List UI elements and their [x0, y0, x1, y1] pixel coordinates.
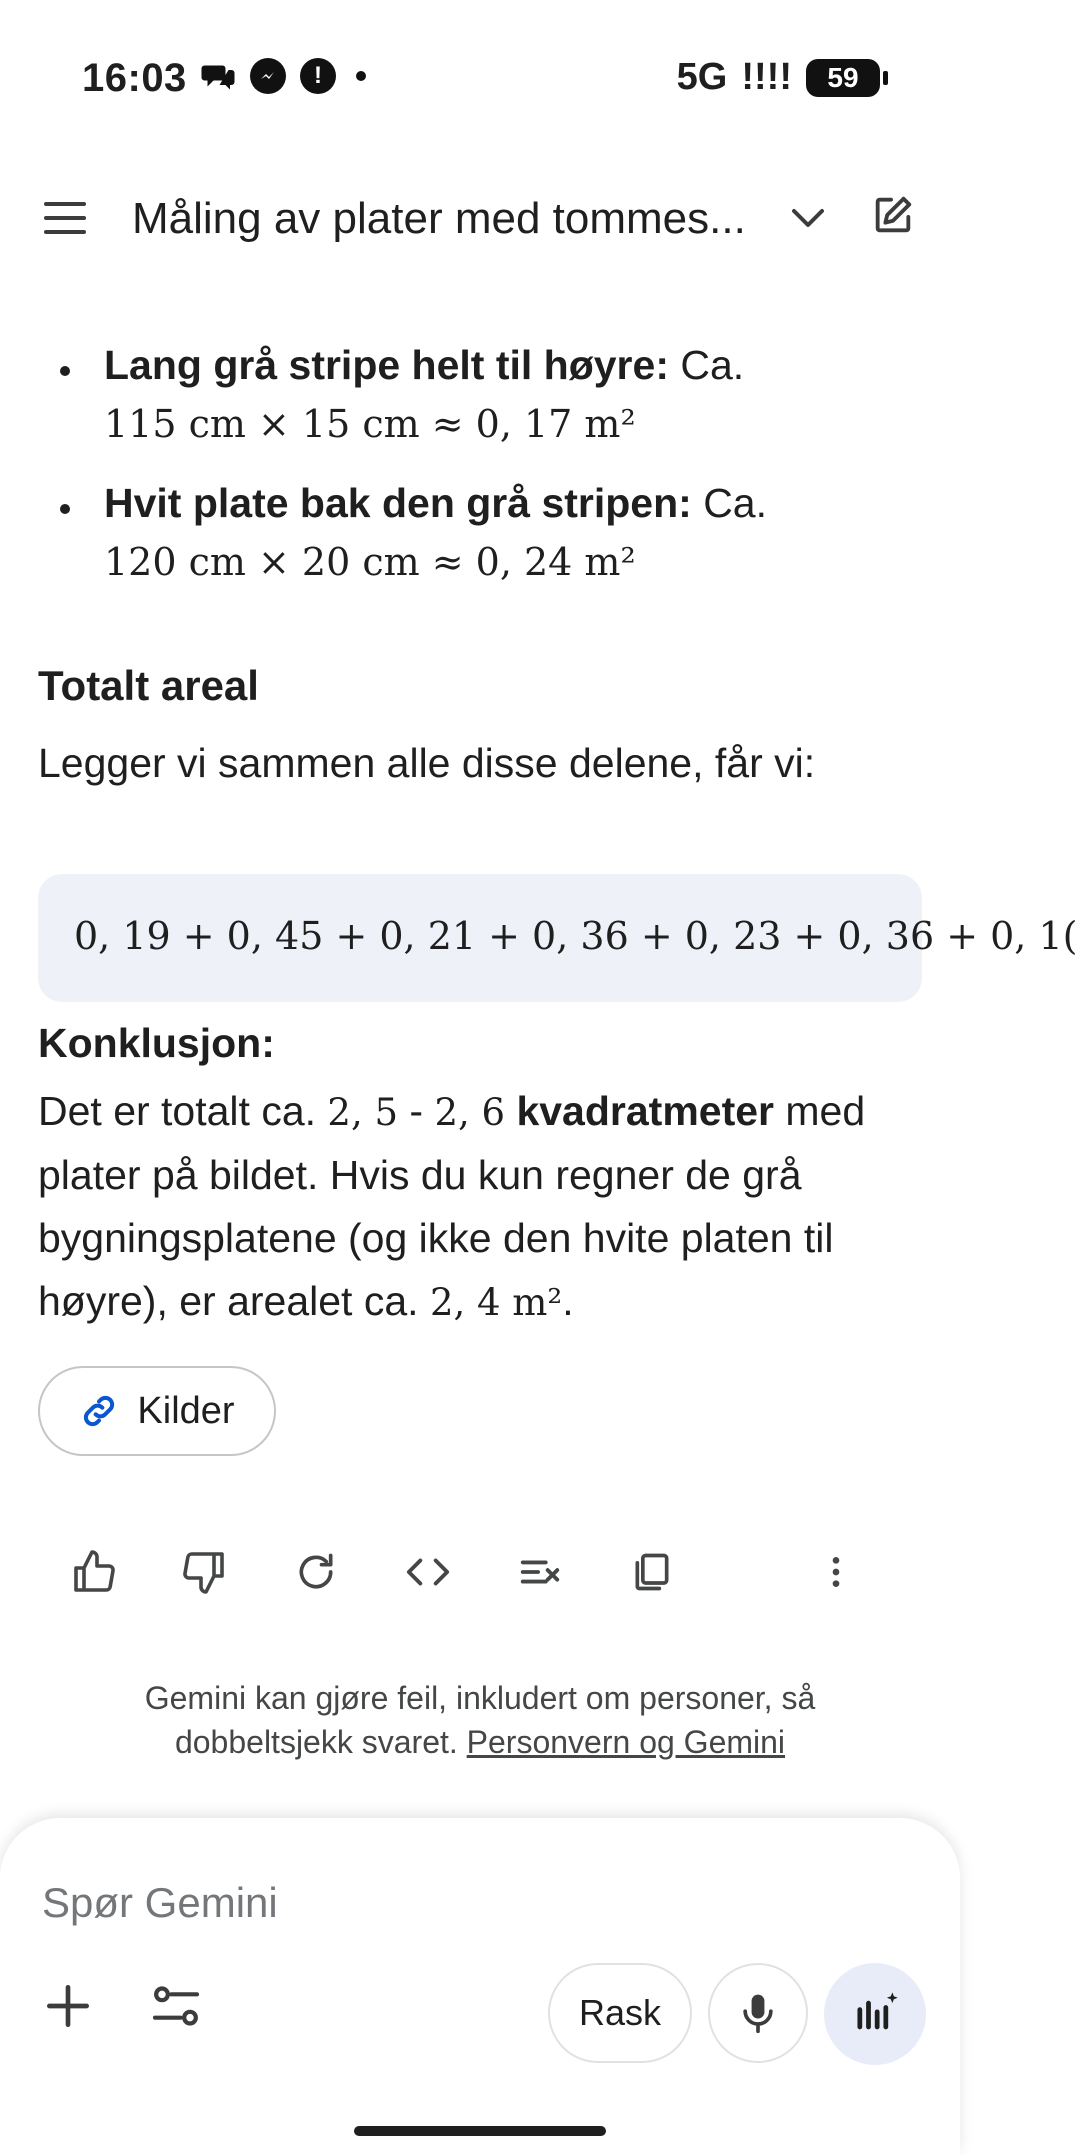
battery-icon — [806, 59, 880, 97]
signal-strength-icon: !!!! — [741, 56, 792, 98]
conclusion-text: Det er totalt ca. — [38, 1088, 328, 1134]
conclusion-math: 2, 5 — [327, 1091, 399, 1134]
privacy-link[interactable]: Personvern og Gemini — [466, 1724, 786, 1760]
model-selector-button[interactable] — [548, 1963, 692, 2063]
messenger-icon — [250, 58, 286, 94]
section-heading-total: Totalt areal — [38, 662, 259, 709]
chevron-down-icon[interactable] — [788, 194, 828, 244]
disclaimer-line — [0, 1720, 960, 1764]
conclusion-math: 2, 6 — [434, 1091, 506, 1134]
list-item-text — [104, 342, 744, 389]
disclaimer-text: dobbeltsjekk svaret. — [174, 1724, 467, 1760]
sources-label: Kilder — [137, 1389, 235, 1432]
conclusion-text: . — [562, 1278, 574, 1324]
alert-icon: ! — [300, 58, 336, 94]
section-heading-conclusion: Konklusjon: — [38, 1020, 275, 1066]
code-icon[interactable] — [398, 1542, 458, 1602]
app-bar — [0, 180, 960, 260]
bullet-marker — [60, 504, 70, 514]
chat-bubble-icon — [200, 58, 236, 94]
status-bar — [0, 0, 960, 150]
model-label: Rask — [578, 1992, 662, 2033]
mic-icon[interactable] — [708, 1963, 808, 2063]
link-icon — [79, 1391, 119, 1431]
list-item-label: Hvit plate bak den grå stripen: — [104, 480, 692, 526]
conclusion-math: 2, 4 m² — [429, 1281, 563, 1324]
conclusion-paragraph — [38, 1080, 928, 1334]
prompt-input[interactable] — [42, 1868, 902, 1938]
copy-icon[interactable] — [622, 1542, 682, 1602]
bullet-marker — [60, 366, 70, 376]
dot-icon — [356, 71, 366, 81]
sum-expression: 0, 19 + 0, 45 + 0, 21 + 0, 36 + 0, 23 + 0, 36 + 0, 1( — [74, 914, 1077, 958]
list-item-suffix: Ca. — [668, 342, 745, 388]
total-paragraph: Legger vi sammen alle disse delene, får vi: — [38, 740, 816, 786]
menu-icon[interactable] — [42, 198, 88, 238]
math-block[interactable] — [38, 874, 1077, 1002]
list-item-suffix: Ca. — [691, 480, 767, 526]
sources-button[interactable] — [38, 1366, 276, 1456]
disclaimer-line: Gemini kan gjøre feil, inkludert om personer, så — [144, 1680, 816, 1716]
status-time: 16:03 — [82, 56, 187, 100]
disclaimer — [0, 1676, 960, 1764]
edit-icon[interactable] — [870, 192, 920, 242]
conclusion-text: med plater på bildet. Hvis du kun regner de grå bygningsplatene (og ikke den hvite platen til høyre), er arealet ca. — [38, 1088, 866, 1324]
thumbs-down-icon[interactable] — [174, 1542, 234, 1602]
home-indicator[interactable] — [354, 2126, 606, 2136]
live-icon[interactable] — [824, 1963, 926, 2065]
plus-icon[interactable] — [40, 1978, 96, 2034]
battery-level: 59 — [827, 61, 859, 93]
status-right — [677, 56, 880, 99]
list-item-text — [104, 480, 767, 527]
network-type: 5G — [676, 56, 728, 98]
list-item-formula: 115 cm × 15 cm ≈ 0, 17 m² — [104, 402, 636, 446]
list-item-label: Lang grå stripe helt til høyre: — [104, 342, 669, 388]
chat-title[interactable]: Måling av plater med tommes... — [132, 194, 746, 243]
conclusion-bold: kvadratmeter — [505, 1088, 774, 1134]
tools-icon[interactable] — [148, 1978, 204, 2034]
conclusion-text: - — [398, 1088, 435, 1134]
regenerate-icon[interactable] — [286, 1542, 346, 1602]
modify-icon[interactable] — [510, 1542, 570, 1602]
notification-icons — [200, 58, 366, 94]
thumbs-up-icon[interactable] — [64, 1542, 124, 1602]
list-item-formula: 120 cm × 20 cm ≈ 0, 24 m² — [104, 540, 636, 584]
input-panel — [0, 1818, 960, 2155]
response-actions — [0, 1536, 960, 1606]
more-vert-icon[interactable] — [806, 1542, 866, 1602]
